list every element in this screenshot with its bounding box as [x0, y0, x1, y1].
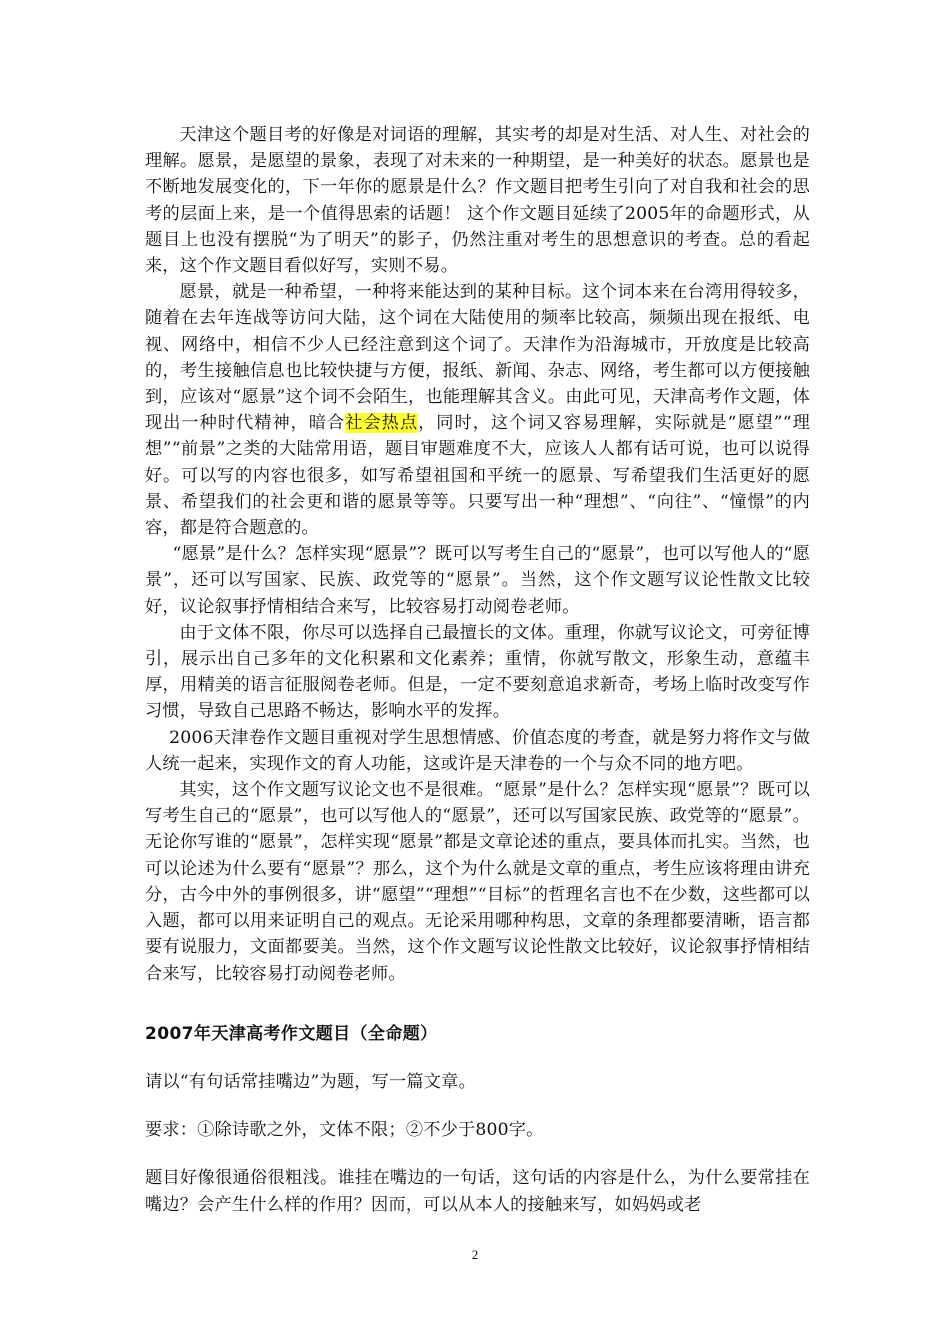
page-number: 2	[471, 1247, 479, 1262]
paragraph-1: 天津这个题目考的好像是对词语的理解，其实考的却是对生活、对人生、对社会的理解。愿景，是愿望的景象，表现了对未来的一种期望，是一种美好的状态。愿景也是不断地发展变化的，下一年你的愿景是什么？作文题目把考生引向了对自我和社会的思考的层面上来，是一个值得思索的话题！ 这个作文题目延续了2005年的命题形式，从题目上也没有摆脱“为了明天”的影子，仍然注重对考生的思想意识的考查。总的看起来，这个作文题目看似好写，实则不易。	[145, 125, 810, 277]
paragraph-2-text-end: ，同时，这个词又容易理解，实际就是“愿望”“理想”“前景”之类的大陆常用语，题目审题难度不大，应该人人都有话可说，也可以说得好。可以写的内容也很多，如写希望祖国和平统一的愿景、写希望我们生活更好的愿景、希望我们的社会更和谐的愿景等等。只要写出一种“理想”、“向往”、“憧憬”的内容，都是符合题意的。	[145, 413, 810, 539]
document-body	[145, 122, 810, 1218]
paragraph-6: 其实，这个作文题写议论文也不是很难。“愿景”是什么？怎样实现“愿景”？既可以写考生自己的“愿景”，也可以写他人的“愿景”，还可以写国家民族、政党等的“愿景”。无论你写谁的“愿景”，怎样实现“愿景”都是文章论述的重点，要具体而扎实。当然，也可以论述为什么要有“愿景”？那么，这个为什么就是文章的重点，考生应该将理由讲充分，古今中外的事例很多，讲“愿望”“理想”“目标”的哲理名言也不在少数，这些都可以入题，都可以用来证明自己的观点。无论采用哪种构思，文章的条理都要清晰，语言都要有说服力，文面都要美。当然，这个作文题写议论性散文比较好，议论叙事抒情相结合来写，比较容易打动阅卷老师。	[145, 780, 810, 984]
paragraph-5: 2006天津卷作文题目重视对学生思想情感、价值态度的考查，就是努力将作文与做人统一起来，实现作文的育人功能，这或许是天津卷的一个与众不同的地方吧。	[145, 727, 810, 774]
paragraph-2-text-start: 愿景，就是一种希望，一种将来能达到的某种目标。这个词本来在台湾用得较多，随着在去年连战等访问大陆，这个词在大陆使用的频率比较高，频频出现在报纸、电视、网络中，相信不少人已经注意到这个词了。天津作为沿海城市，开放度是比较高的，考生接触信息也比较快捷与方便，报纸、新闻、杂志、网络，考生都可以方便接触到，应该对“愿景”这个词不会陌生，也能理解其含义。由此可见，天津高考作文题，体现出一种时代精神，暗合	[145, 282, 810, 434]
paragraph-2	[145, 279, 810, 541]
paragraph-3: “愿景”是什么？怎样实现“愿景”？既可以写考生自己的“愿景”，也可以写他人的“愿景”，还可以写国家、民族、政党等的“愿景”。当然，这个作文题写议论性散文比较好，议论叙事抒情相结合来写，比较容易打动阅卷老师。	[145, 544, 810, 617]
paragraph-4: 由于文体不限，你尽可以选择自己最擅长的文体。重理，你就写议论文，可旁征博引，展示出自己多年的文化积累和文化素养；重情，你就写散文，形象生动，意蕴丰厚，用精美的语言征服阅卷老师。但是，一定不要刻意追求新奇，考场上临时改变写作习惯，导致自己思路不畅达，影响水平的发挥。	[145, 622, 810, 722]
essay-requirements: 要求：①除诗歌之外，文体不限；②不少于800字。	[145, 1120, 544, 1141]
essay-prompt: 请以“有句话常挂嘴边”为题，写一篇文章。	[145, 1071, 476, 1092]
highlighted-phrase: 社会热点	[345, 413, 419, 434]
essay-analysis: 题目好像很通俗很粗浅。谁挂在嘴边的一句话，这句话的内容是什么，为什么要常挂在嘴边？会产生什么样的作用？因而，可以从本人的接触来写，如妈妈或老	[145, 1168, 810, 1215]
section-heading: 2007年天津高考作文题目（全命题）	[145, 1023, 438, 1044]
